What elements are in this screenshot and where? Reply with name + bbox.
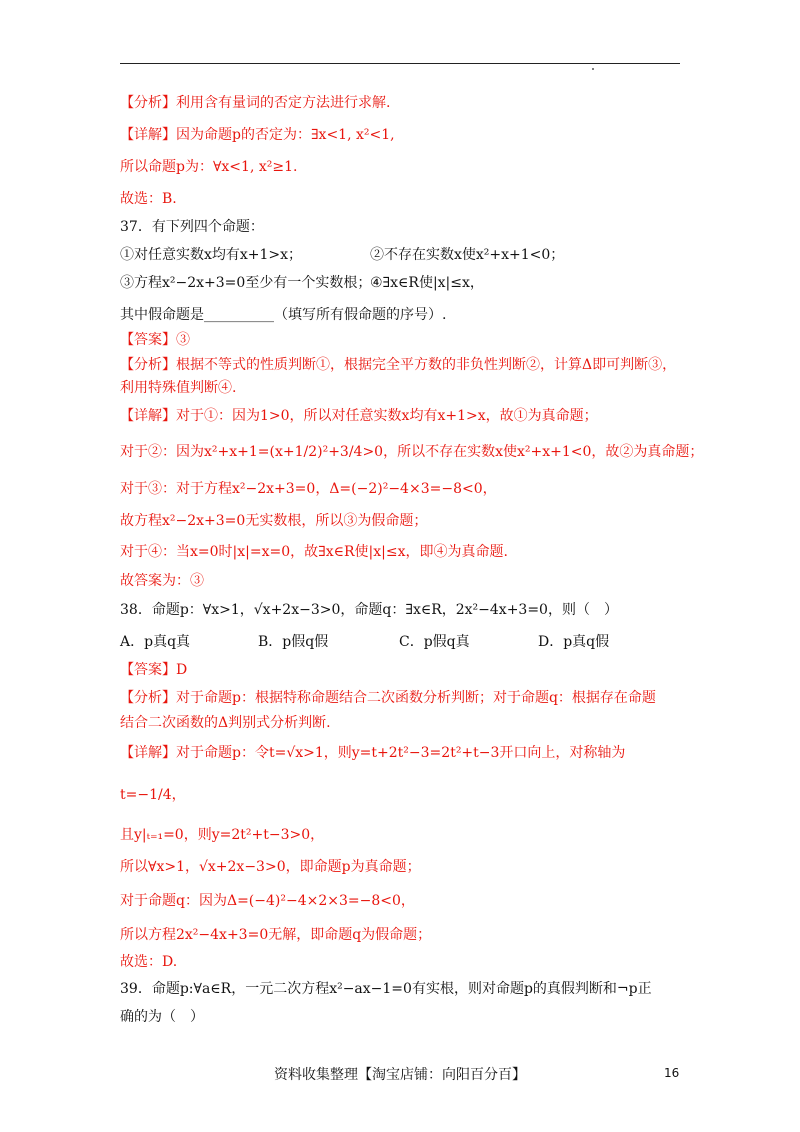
q37-statements-row2 (120, 273, 682, 293)
solution-38-5: 所以方程2x²−4x+3=0无解，即命题q为假命题； (120, 927, 432, 943)
answer-38: 【答案】D (120, 662, 188, 678)
option-d: D．p真q假 (538, 634, 610, 650)
solution-38-axis: t=−1/4， (120, 787, 186, 803)
footer-text: 资料收集整理【淘宝店铺：向阳百分百】 (274, 1067, 526, 1083)
question-39: 39．命题p:∀a∈R，一元二次方程x²−ax−1=0有实根，则对命题p的真假判断和¬p正 (120, 981, 652, 997)
solution-37-2: 对于②：因为x²+x+1=(x+1/2)²+3/4>0，所以不存在实数x使x²+x+1<0，故②为真命题； (120, 444, 704, 460)
solution-38-1: 【详解】对于命题p：令t=√x>1，则y=t+2t²−3=2t²+t−3开口向上，对称轴为 (120, 745, 626, 761)
page-number: 16 (664, 1066, 680, 1080)
solution-38-4: 对于命题q：因为Δ=(−4)²−4×2×3=−8<0， (120, 893, 415, 909)
analysis-38-cont: 结合二次函数的Δ判别式分析判断. (120, 715, 331, 731)
q37-statement-1: ①对任意实数x均有x+1>x； (120, 247, 303, 263)
q37-prompt: 其中假命题是__________（填写所有假命题的序号）. (120, 307, 447, 323)
solution-37-4: 对于④：当x=0时|x|=x=0，故∃x∈R使|x|≤x，即④为真命题. (120, 544, 508, 560)
final-answer-37: 故答案为：③ (120, 573, 204, 589)
solution-36: 【详解】因为命题p的否定为：∃x<1, x²<1, (120, 127, 395, 143)
question-39-cont: 确的为（ ） (120, 1009, 204, 1025)
solution-38-2: 且y|ₜ₌₁=0，则y=2t²+t−3>0， (120, 827, 325, 843)
question-38: 38．命题p：∀x>1，√x+2x−3>0，命题q：∃x∈R，2x²−4x+3=0，则（ ） (120, 602, 618, 618)
analysis-37-cont: 利用特殊值判断④. (120, 380, 237, 396)
question-37: 37．有下列四个命题： (120, 219, 264, 235)
option-b: B．p假q假 (258, 634, 329, 650)
q37-statement-2: ②不存在实数x使x²+x+1<0； (370, 247, 565, 263)
analysis-36: 【分析】利用含有量词的否定方法进行求解. (120, 95, 391, 111)
solution-37-3-cont: 故方程x²−2x+3=0无实数根，所以③为假命题； (120, 513, 428, 529)
answer-37: 【答案】③ (120, 332, 190, 348)
analysis-38: 【分析】对于命题p：根据特称命题结合二次函数分析判断；对于命题q：根据存在命题 (120, 690, 656, 706)
solution-38-3: 所以∀x>1，√x+2x−3>0，即命题p为真命题； (120, 859, 421, 875)
q37-statements-row1 (120, 245, 682, 265)
q38-options (120, 632, 682, 652)
analysis-37: 【分析】根据不等式的性质判断①，根据完全平方数的非负性判断②，计算Δ即可判断③， (120, 357, 677, 373)
option-a: A．p真q真 (120, 634, 191, 650)
header-rule (120, 63, 680, 64)
solution-37-3: 对于③：对于方程x²−2x+3=0，Δ=(−2)²−4×3=−8<0， (120, 481, 497, 497)
page-content (120, 93, 704, 1027)
solution-37-1: 【详解】对于①：因为1>0，所以对任意实数x均有x+1>x，故①为真命题； (120, 408, 598, 424)
choice-38: 故选：D. (120, 954, 178, 970)
q37-statement-3: ③方程x²−2x+3=0至少有一个实数根； (120, 275, 372, 291)
solution-36-cont: 所以命题p为：∀x<1, x²≥1. (120, 159, 298, 175)
q37-statement-4: ④∃x∈R使|x|≤x， (370, 275, 484, 291)
option-c: C．p假q真 (399, 634, 470, 650)
header-dot (592, 68, 594, 70)
choice-36: 故选：B. (120, 191, 177, 207)
